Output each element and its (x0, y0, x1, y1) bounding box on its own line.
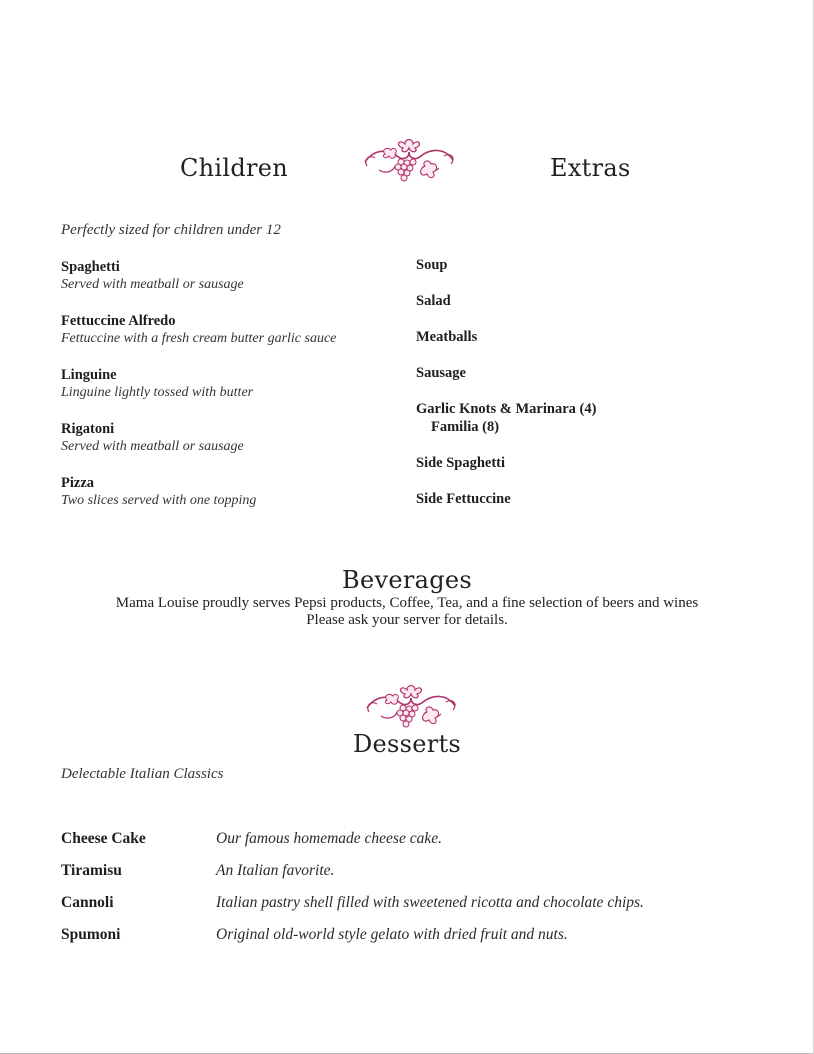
extras-item-sub: Familia (8) (431, 419, 500, 435)
grape-vine-icon (358, 136, 460, 184)
extras-item: Side Spaghetti (416, 455, 506, 471)
item-name: Spaghetti (61, 259, 120, 275)
extras-item: Garlic Knots & Marinara (4) (416, 401, 597, 417)
dessert-name: Tiramisu (61, 862, 122, 879)
item-name: Linguine (61, 367, 117, 383)
beverages-title: Beverages (342, 566, 472, 594)
item-description: Served with meatball or sausage (61, 439, 244, 454)
extras-item: Sausage (416, 365, 466, 381)
extras-item: Soup (416, 257, 448, 273)
children-intro: Perfectly sized for children under 12 (61, 222, 281, 238)
list-item (61, 312, 336, 348)
desserts-title: Desserts (352, 730, 462, 758)
dessert-name: Cheese Cake (61, 830, 146, 847)
item-name: Rigatoni (61, 421, 115, 437)
beverages-text: Mama Louise proudly serves Pepsi products, Coffee, Tea, and a fine selection of beers and wines (115, 595, 699, 611)
item-description: Two slices served with one topping (61, 493, 257, 508)
dessert-description: Original old-world style gelato with dried fruit and nuts. (216, 926, 568, 943)
desserts-intro: Delectable Italian Classics (61, 766, 224, 782)
extras-item: Salad (416, 293, 451, 309)
dessert-description: Our famous homemade cheese cake. (216, 830, 442, 847)
grape-vine-icon (360, 682, 462, 730)
item-description: Linguine lightly tossed with butter (61, 385, 254, 400)
dessert-description: An Italian favorite. (216, 862, 335, 879)
extras-item: Side Fettuccine (416, 491, 511, 507)
item-description: Served with meatball or sausage (61, 277, 244, 292)
item-description: Fettuccine with a fresh cream butter garlic sauce (61, 331, 337, 346)
dessert-name: Cannoli (61, 894, 114, 911)
extras-title: Extras (550, 154, 631, 182)
dessert-description: Italian pastry shell filled with sweetened ricotta and chocolate chips. (216, 894, 644, 911)
beverages-note: Please ask your server for details. (306, 612, 508, 628)
list-item (61, 258, 244, 294)
item-name: Pizza (61, 475, 95, 491)
children-title: Children (180, 154, 289, 182)
dessert-name: Spumoni (61, 926, 121, 943)
list-item (61, 474, 256, 510)
list-item (61, 366, 253, 402)
extras-item: Meatballs (416, 329, 478, 345)
item-name: Fettuccine Alfredo (61, 313, 176, 329)
list-item (61, 420, 244, 456)
